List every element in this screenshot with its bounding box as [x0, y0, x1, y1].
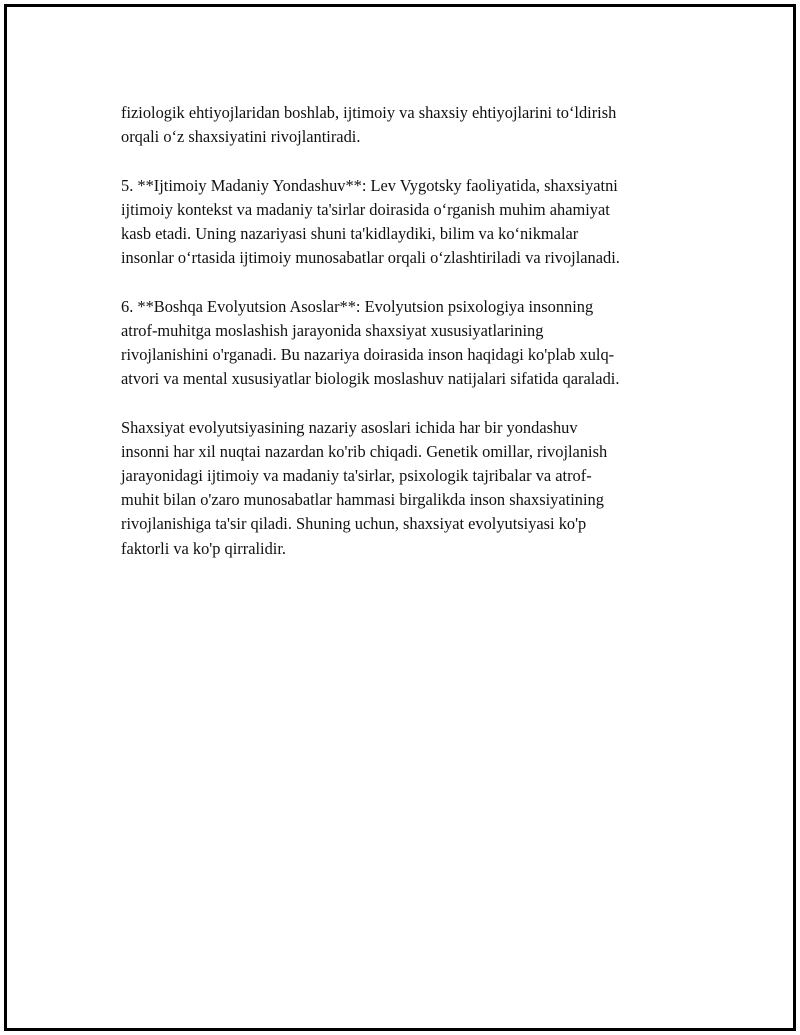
text-line: ijtimoiy kontekst va madaniy ta'sirlar doirasida o‘rganish muhim ahamiyat — [121, 199, 610, 219]
text-line: rivojlanishiga ta'sir qiladi. Shuning uchun, shaxsiyat evolyutsiyasi ko'p — [121, 514, 587, 534]
paragraph-4 — [121, 416, 701, 561]
text-line: jarayonidagi ijtimoiy va madaniy ta'sirlar, psixologik tajribalar va atrof- — [121, 466, 592, 485]
text-line: Shaxsiyat evolyutsiyasining nazariy asoslari ichida har bir yondashuv — [121, 417, 578, 437]
text-line: faktorli va ko'p qirralidir. — [121, 538, 286, 558]
text-line: muhit bilan o'zaro munosabatlar hammasi birgalikda inson shaxsiyatining — [121, 490, 604, 510]
text-line: insonni har xil nuqtai nazardan ko'rib chiqadi. Genetik omillar, rivojlanish — [121, 441, 608, 461]
text-line: 6. **Boshqa Evolyutsion Asoslar**: Evolyutsion psixologiya insonning — [121, 296, 594, 316]
text-line: orqali o‘z shaxsiyatini rivojlantiradi. — [121, 127, 361, 147]
text-line: insonlar o‘rtasida ijtimoiy munosabatlar orqali o‘zlashtiriladi va rivojlanadi. — [121, 248, 620, 268]
text-line: atrof-muhitga moslashish jarayonida shaxsiyat xususiyatlarining — [121, 320, 544, 340]
paragraph-3 — [121, 295, 701, 392]
text-line: rivojlanishini o'rganadi. Bu nazariya doirasida inson haqidagi ko'plab xulq- — [121, 345, 615, 364]
text-line: fiziologik ehtiyojlaridan boshlab, ijtimoiy va shaxsiy ehtiyojlarini to‘ldirish — [121, 103, 617, 122]
paragraph-2 — [121, 174, 701, 271]
text-line: atvori va mental xususiyatlar biologik moslashuv natijalari sifatida qaraladi. — [121, 369, 620, 389]
page-border — [4, 4, 796, 1031]
document-body — [121, 101, 701, 585]
paragraph-1 — [121, 101, 701, 149]
text-line: kasb etadi. Uning nazariyasi shuni ta'kidlaydiki, bilim va ko‘nikmalar — [121, 224, 579, 243]
text-line: 5. **Ijtimoiy Madaniy Yondashuv**: Lev Vygotsky faoliyatida, shaxsiyatni — [121, 175, 618, 195]
